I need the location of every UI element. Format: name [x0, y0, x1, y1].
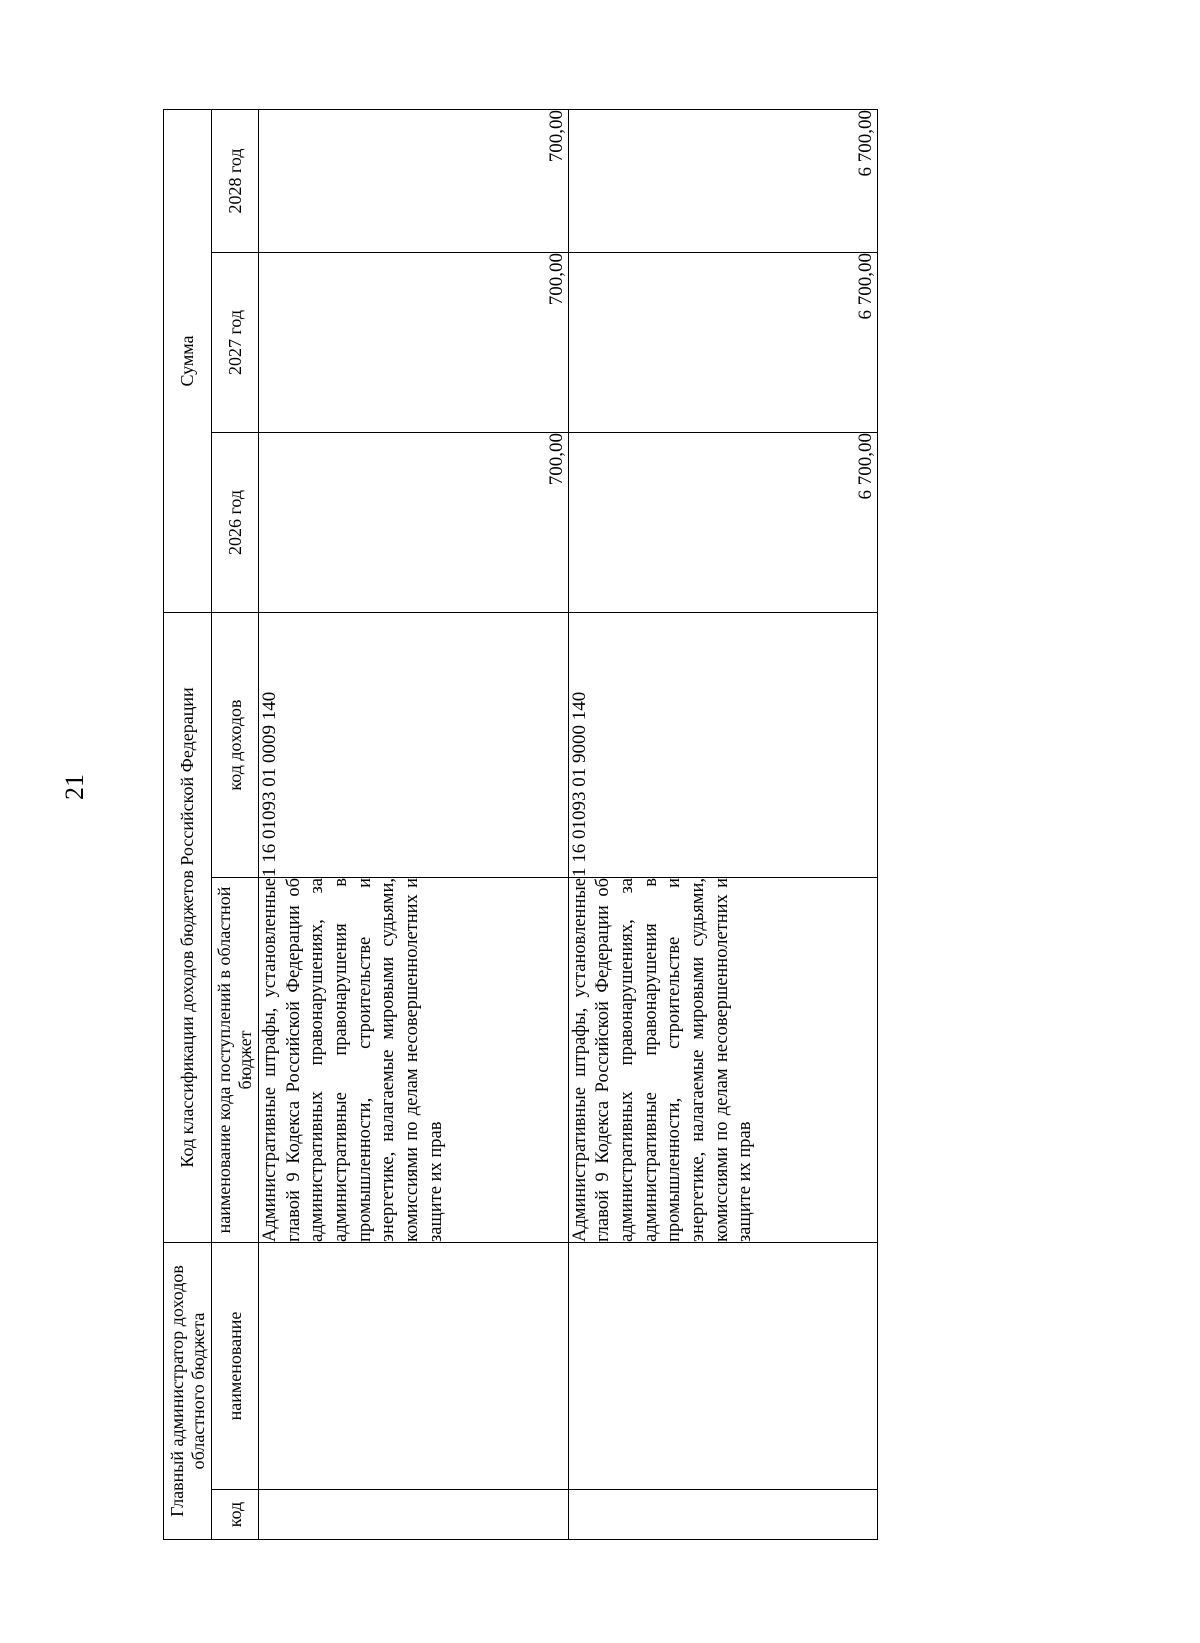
row-income-code: 1 16 01093 01 9000 140 [568, 613, 878, 878]
row-admin-code [568, 1490, 878, 1540]
header-year-2027: 2027 год [212, 253, 259, 433]
header-year-2028: 2028 год [212, 109, 259, 252]
row-sum-2027: 6 700,00 [568, 253, 878, 433]
row-sum-2026: 700,00 [259, 433, 569, 613]
row-sum-2026: 6 700,00 [568, 433, 878, 613]
table-row [568, 109, 878, 1539]
row-sum-2027: 700,00 [259, 253, 569, 433]
header-admin-code: код [212, 1490, 259, 1540]
row-sum-2028: 700,00 [259, 109, 569, 252]
header-row-group [164, 109, 212, 1539]
header-admin-group: Главный администратор доходов областного бюджета [164, 1243, 212, 1540]
header-row-columns [212, 109, 259, 1539]
header-income-name: наименование кода поступлений в областной бюджет [212, 878, 259, 1243]
row-income-name: Административные штрафы, установленные главой 9 Кодекса Российской Федерации об административных правонарушениях, за административные правонарушения в промышленности, строительстве и энергетике, налагаемые мировыми судьями, комиссиями по делам несовершеннолетних и защите их прав [259, 878, 569, 1243]
rotated-table-container [163, 110, 878, 1540]
row-admin-name [259, 1243, 569, 1490]
page-number: 21 [60, 774, 89, 800]
row-income-name: Административные штрафы, установленные главой 9 Кодекса Российской Федерации об административных правонарушениях, за административные правонарушения в промышленности, строительстве и энергетике, налагаемые мировыми судьями, комиссиями по делам несовершеннолетних и защите их прав [568, 878, 878, 1243]
income-classification-table [163, 109, 878, 1540]
row-income-code: 1 16 01093 01 0009 140 [259, 613, 569, 878]
header-year-2026: 2026 год [212, 433, 259, 613]
table-row [259, 109, 569, 1539]
row-admin-code [259, 1490, 569, 1540]
header-income-code: код доходов [212, 613, 259, 878]
row-sum-2028: 6 700,00 [568, 109, 878, 252]
header-admin-name: наименование [212, 1243, 259, 1490]
header-sum-group: Сумма [164, 109, 212, 612]
header-classification-group: Код классификации доходов бюджетов Российской Федерации [164, 613, 212, 1243]
row-admin-name [568, 1243, 878, 1490]
